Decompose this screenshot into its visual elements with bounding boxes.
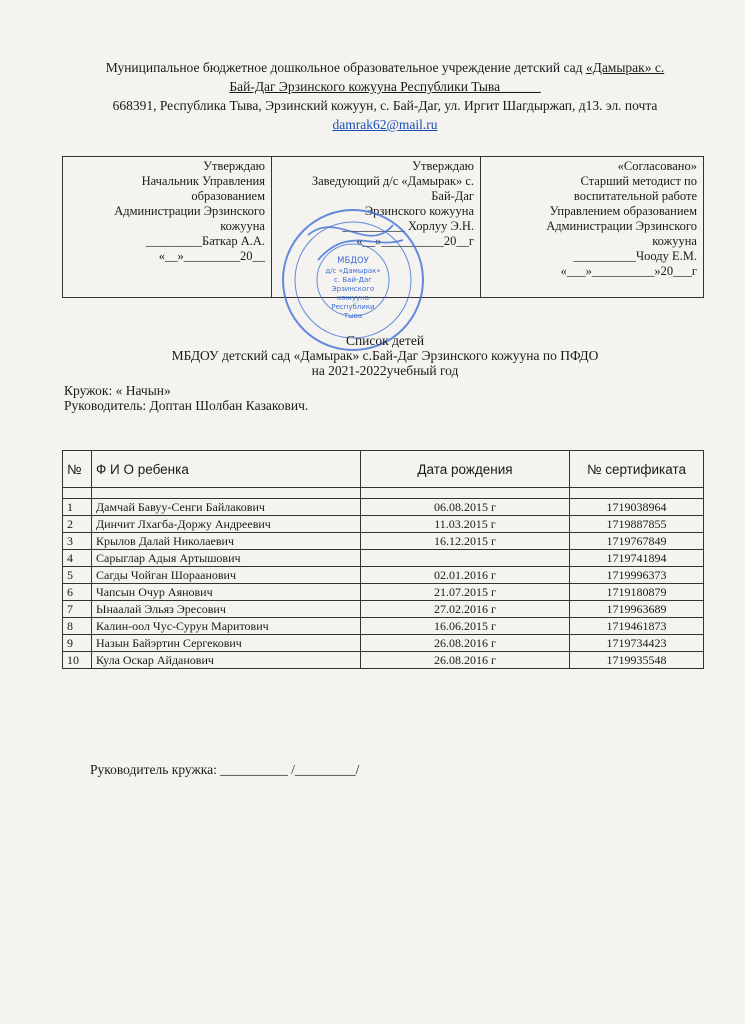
org-line-2: Бай-Даг Эрзинского кожууна Республики Тыва______: [229, 79, 541, 94]
list-title: [70, 333, 700, 378]
approval-line: __________ Хорлуу Э.Н.: [342, 219, 474, 233]
approval-line: Старший методист по: [580, 174, 697, 188]
cell-number: 1: [63, 499, 92, 516]
leader-signature-line: Руководитель кружка: __________ /_________/: [90, 762, 360, 777]
cell-number: 5: [63, 567, 92, 584]
cell-certificate: 1719180879: [570, 584, 704, 601]
approval-line: Утверждаю: [203, 159, 265, 173]
cell-birthdate: 06.08.2015 г: [361, 499, 570, 516]
stamp-line: МБДОУ: [337, 256, 369, 266]
table-row: [63, 584, 704, 601]
approval-line: Администрации Эрзинского: [114, 204, 265, 218]
stamp-line: Тыва: [343, 312, 363, 320]
col-header-birthdate: Дата рождения: [361, 451, 570, 488]
org-address: 668391, Республика Тыва, Эрзинский кожуун, с. Бай-Даг, ул. Иргит Шагдыржап, д13. эл. почта: [112, 98, 658, 113]
cell-number: 9: [63, 635, 92, 652]
title-line: Список детей: [345, 333, 425, 348]
approval-line: Администрации Эрзинского: [546, 219, 697, 233]
table-row: [63, 550, 704, 567]
table-row: [63, 635, 704, 652]
org-email-link[interactable]: damrak62@mail.ru: [332, 117, 438, 132]
approval-senior-methodist: [481, 157, 704, 298]
stamp-line: Эрзинского: [331, 285, 375, 293]
cell-certificate: 1719935548: [570, 652, 704, 669]
cell-certificate: 1719963689: [570, 601, 704, 618]
cell-birthdate: 16.12.2015 г: [361, 533, 570, 550]
stamp-line: кожууна: [337, 294, 369, 302]
cell-name: Сарыглар Адыя Артышович: [92, 550, 361, 567]
cell-birthdate: 11.03.2015 г: [361, 516, 570, 533]
club-name: Кружок: « Начын»: [64, 383, 171, 398]
cell-number: 4: [63, 550, 92, 567]
stamp-line: с. Бай-Даг: [334, 276, 372, 284]
cell-name: Крылов Далай Николаевич: [92, 533, 361, 550]
table-row: [63, 618, 704, 635]
cell-birthdate: 16.06.2015 г: [361, 618, 570, 635]
club-leader: Руководитель: Доптан Шолбан Казакович.: [64, 398, 309, 413]
table-row: [63, 652, 704, 669]
cell-birthdate: 26.08.2016 г: [361, 635, 570, 652]
approval-line: кожууна: [652, 234, 697, 248]
cell-name: Сагды Чойган Шораанович: [92, 567, 361, 584]
cell-birthdate: 21.07.2015 г: [361, 584, 570, 601]
title-line: на 2021-2022учебный год: [311, 363, 459, 378]
approval-line: _________Баткар А.А.: [145, 234, 265, 248]
cell-certificate: 1719038964: [570, 499, 704, 516]
title-line: МБДОУ детский сад «Дамырак» с.Бай-Даг Эрзинского кожууна по ПФДО: [171, 348, 599, 363]
cell-certificate: 1719461873: [570, 618, 704, 635]
org-line-1-text: Муниципальное бюджетное дошкольное образовательное учреждение детский сад: [105, 60, 586, 75]
cell-birthdate: 26.08.2016 г: [361, 652, 570, 669]
table-row: [63, 601, 704, 618]
cell-name: Чапсын Очур Аянович: [92, 584, 361, 601]
approval-line: «___»__________»20___г: [560, 264, 697, 278]
approval-line: «Согласовано»: [617, 159, 697, 173]
approval-line: Заведующий д/с «Дамырак» с.: [311, 174, 474, 188]
col-header-number: №: [63, 451, 92, 488]
stamp-line: Республики: [331, 303, 375, 311]
approval-line: Бай-Даг: [431, 189, 474, 203]
cell-name: Кула Оскар Айданович: [92, 652, 361, 669]
org-name: «Дамырак» с.: [585, 60, 665, 75]
org-line-1: [70, 58, 700, 77]
cell-certificate: 1719996373: [570, 567, 704, 584]
cell-name: Дамчай Бавуу-Сенги Байлакович: [92, 499, 361, 516]
cell-number: 3: [63, 533, 92, 550]
cell-certificate: 1719887855: [570, 516, 704, 533]
approval-line: кожууна: [220, 219, 265, 233]
cell-name: Динчит Лхагба-Доржу Андреевич: [92, 516, 361, 533]
approval-line: Управлением образованием: [549, 204, 697, 218]
approval-line: «__»__________20__г: [356, 234, 474, 248]
table-row: [63, 567, 704, 584]
cell-name: Ынаалай Эльяз Эресович: [92, 601, 361, 618]
letterhead: [70, 58, 700, 134]
cell-birthdate: 02.01.2016 г: [361, 567, 570, 584]
approval-line: Начальник Управления: [141, 174, 265, 188]
approval-line: Утверждаю: [412, 159, 474, 173]
approval-line: образованием: [191, 189, 265, 203]
col-header-certificate: № сертификата: [570, 451, 704, 488]
cell-certificate: 1719767849: [570, 533, 704, 550]
table-row: [63, 533, 704, 550]
club-info: [64, 383, 308, 413]
col-header-name: Ф И О ребенка: [92, 451, 361, 488]
cell-birthdate: 27.02.2016 г: [361, 601, 570, 618]
table-spacer-row: [63, 488, 704, 499]
cell-number: 8: [63, 618, 92, 635]
cell-certificate: 1719741894: [570, 550, 704, 567]
children-table: [62, 450, 704, 669]
approval-head-of-department: [63, 157, 272, 298]
table-header-row: [63, 451, 704, 488]
table-row: [63, 516, 704, 533]
stamp-line: д/с «Дамырак»: [325, 267, 381, 275]
cell-certificate: 1719734423: [570, 635, 704, 652]
cell-number: 10: [63, 652, 92, 669]
approval-line: Эрзинского кожууна: [364, 204, 474, 218]
table-row: [63, 499, 704, 516]
cell-number: 2: [63, 516, 92, 533]
approval-line: воспитательной работе: [573, 189, 697, 203]
cell-birthdate: [361, 550, 570, 567]
approval-line: «__»_________20__: [158, 249, 265, 263]
cell-name: Калин-оол Чус-Сурун Маритович: [92, 618, 361, 635]
cell-name: Назын Байэртин Сергекович: [92, 635, 361, 652]
approval-line: __________Чооду Е.М.: [573, 249, 697, 263]
cell-number: 7: [63, 601, 92, 618]
cell-number: 6: [63, 584, 92, 601]
